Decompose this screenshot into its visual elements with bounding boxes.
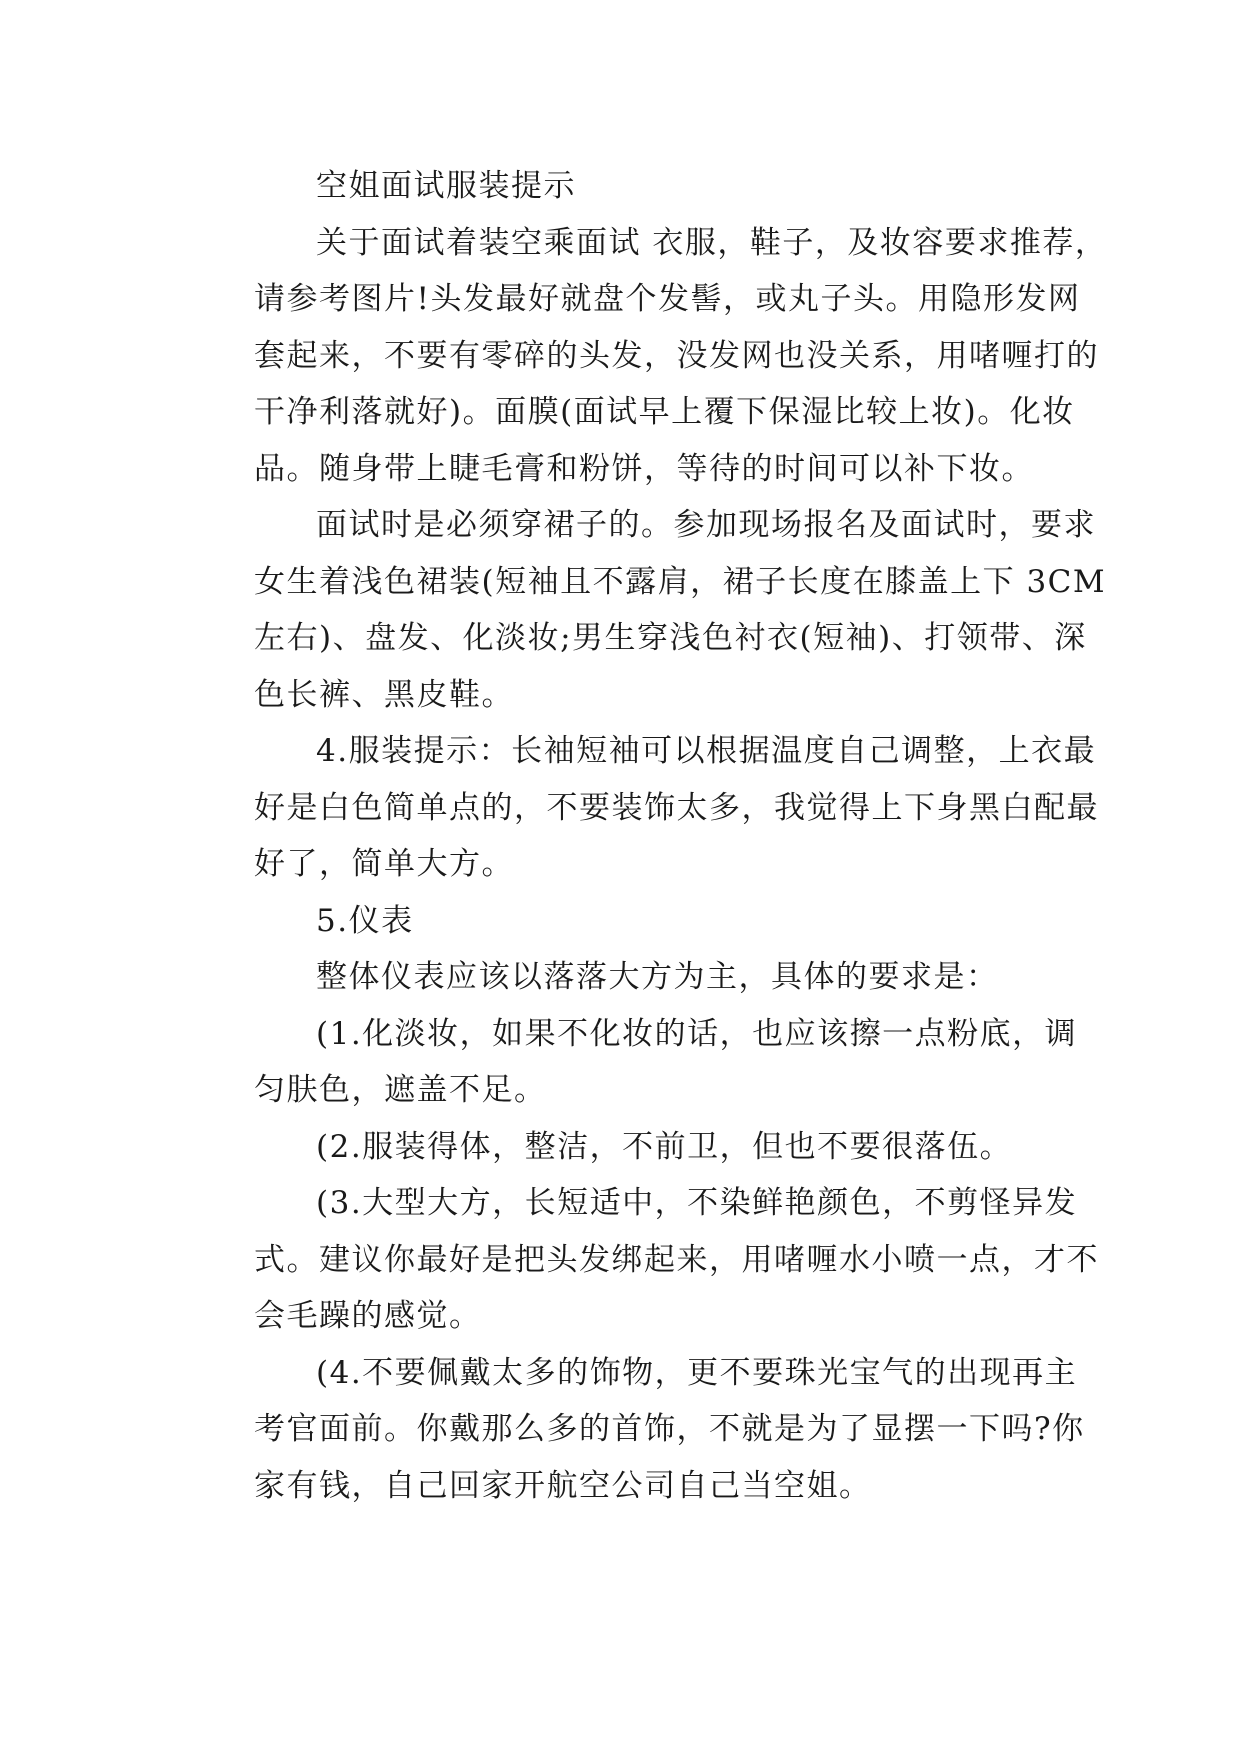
text-line: 匀肤色，遮盖不足。	[254, 1072, 547, 1108]
text-line: 会毛躁的感觉。	[254, 1298, 482, 1334]
text-line: 请参考图片!头发最好就盘个发髻，或丸子头。用隐形发网	[254, 281, 1081, 317]
text-line: 关于面试着装空乘面试 衣服，鞋子，及妆容要求推荐，	[316, 224, 1108, 261]
text-line: 色长裤、黑皮鞋。	[254, 676, 514, 713]
text-line: 4.服装提示：长袖短袖可以根据温度自己调整，上衣最	[316, 733, 1097, 769]
text-line: 套起来，不要有零碎的头发，没发网也没关系，用啫喱打的	[254, 337, 1099, 374]
text-line: 女生着浅色裙装(短袖且不露肩，裙子长度在膝盖上下 3CM	[254, 563, 1107, 600]
text-line: 5.仪表	[316, 902, 414, 939]
text-line: 考官面前。你戴那么多的首饰，不就是为了显摆一下吗?你	[254, 1411, 1085, 1447]
text-line: 干净利落就好)。面膜(面试早上覆下保湿比较上妆)。化妆	[254, 394, 1075, 430]
paragraph-dress-requirements	[192, 497, 1107, 723]
text-line: 品。随身带上睫毛膏和粉饼，等待的时间可以补下妆。	[254, 450, 1034, 487]
list-item-makeup	[192, 1006, 1078, 1119]
document-title-paragraph	[192, 158, 1047, 215]
section-heading-appearance	[192, 893, 1047, 950]
text-line: (4.不要佩戴太多的饰物，更不要珠光宝气的出现再主	[316, 1354, 1078, 1391]
list-item-accessories	[192, 1345, 1085, 1515]
list-item-hairstyle	[192, 1175, 1099, 1345]
text-line: (1.化淡妆，如果不化妆的话，也应该擦一点粉底，调	[316, 1015, 1078, 1052]
document-title: 空姐面试服装提示	[316, 168, 576, 204]
text-line: 好了，简单大方。	[254, 846, 514, 882]
document-body	[192, 158, 1108, 1514]
paragraph-clothing-tips	[192, 723, 1099, 893]
text-line: 好是白色简单点的，不要装饰太多，我觉得上下身黑白配最	[254, 789, 1099, 826]
text-line: 左右)、盘发、化淡妆;男生穿浅色衬衣(短袖)、打领带、深	[254, 620, 1087, 656]
text-line: (3.大型大方，长短适中，不染鲜艳颜色，不剪怪异发	[316, 1185, 1078, 1221]
list-item-clothing	[192, 1119, 1047, 1176]
text-line: 整体仪表应该以落落大方为主，具体的要求是：	[316, 959, 999, 995]
text-line: 面试时是必须穿裙子的。参加现场报名及面试时，要求	[316, 507, 1096, 543]
text-line: (2.服装得体，整洁，不前卫，但也不要很落伍。	[316, 1128, 1013, 1165]
text-line: 家有钱，自己回家开航空公司自己当空姐。	[254, 1467, 872, 1504]
paragraph-intro	[192, 215, 1108, 498]
text-line: 式。建议你最好是把头发绑起来，用啫喱水小喷一点，才不	[254, 1241, 1099, 1278]
paragraph-appearance-intro	[192, 949, 1047, 1006]
